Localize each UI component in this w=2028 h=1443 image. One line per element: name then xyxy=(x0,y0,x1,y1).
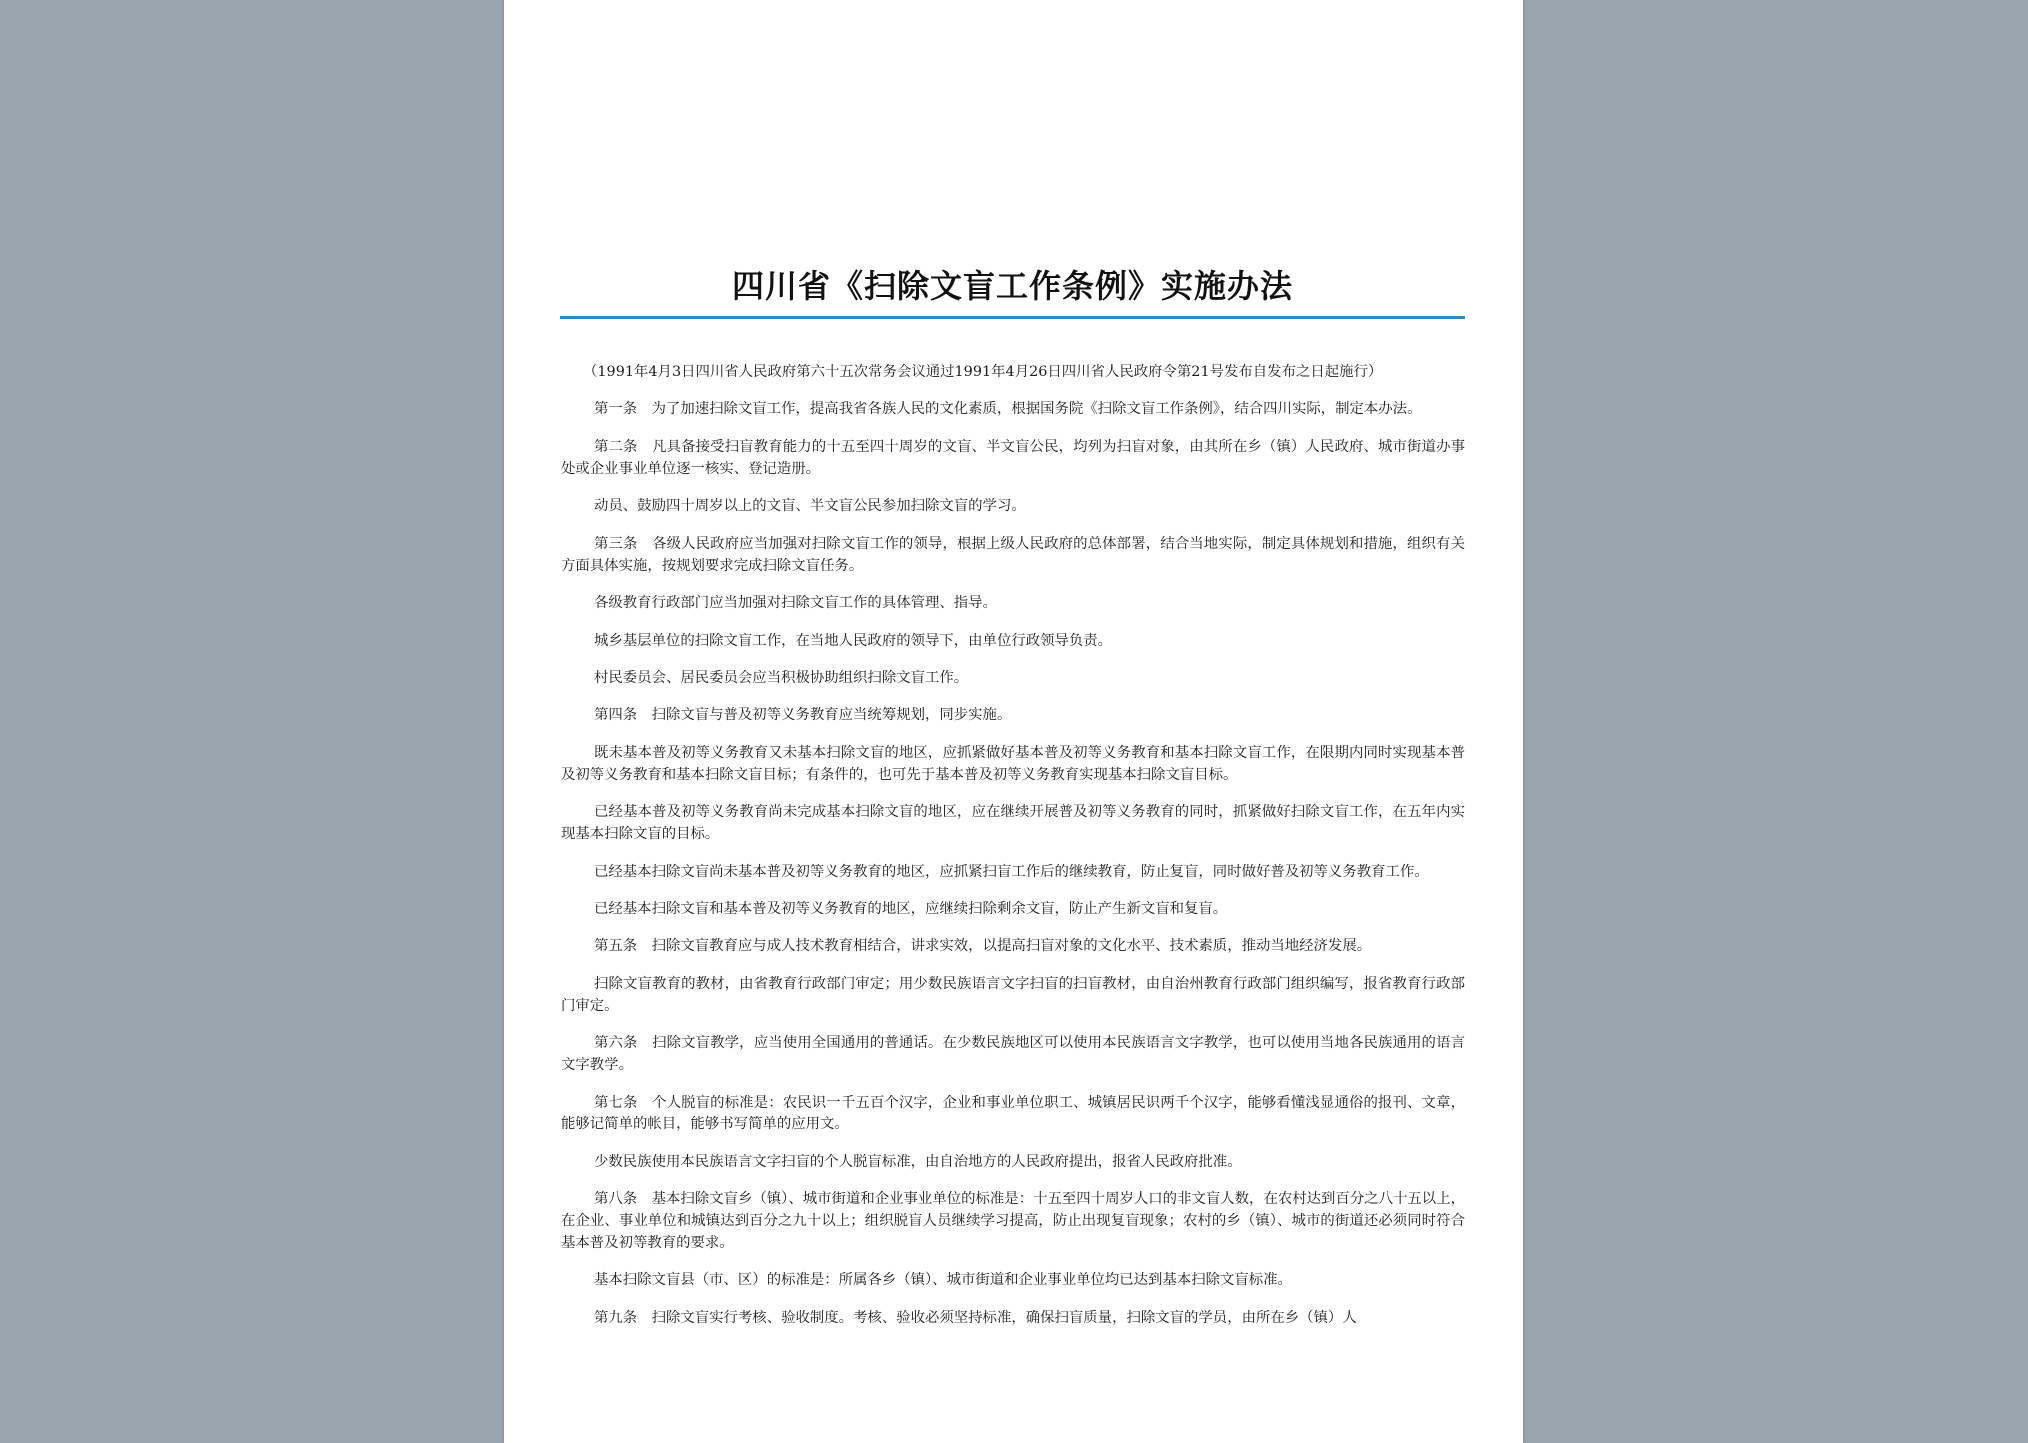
article-6-paragraph: 第六条 扫除文盲教学，应当使用全国通用的普通话。在少数民族地区可以使用本民族语言文字教学，也可以使用当地各民族通用的语言文字教学。 xyxy=(561,1035,1465,1074)
article-4-paragraph: 第四条 扫除文盲与普及初等义务教育应当统筹规划，同步实施。 xyxy=(594,707,1012,724)
title-divider xyxy=(560,316,1465,319)
body-paragraph: 已经基本扫除文盲和基本普及初等义务教育的地区，应继续扫除剩余文盲，防止产生新文盲和复盲。 xyxy=(594,901,1228,917)
article-3-paragraph: 第三条 各级人民政府应当加强对扫除文盲工作的领导，根据上级人民政府的总体部署，结合当地实际，制定具体规划和措施，组织有关方面具体实施，按规划要求完成扫除文盲任务。 xyxy=(561,535,1465,574)
body-paragraph: 各级教育行政部门应当加强对扫除文盲工作的具体管理、指导。 xyxy=(594,595,997,612)
body-paragraph: 城乡基层单位的扫除文盲工作，在当地人民政府的领导下，由单位行政领导负责。 xyxy=(594,632,1113,649)
body-paragraph: 基本扫除文盲县（市、区）的标准是：所属各乡（镇）、城市街道和企业事业单位均已达到基本扫除文盲标准。 xyxy=(594,1272,1292,1289)
document-title: 四川省《扫除文盲工作条例》实施办法 xyxy=(731,267,1293,305)
body-paragraph: 已经基本普及初等义务教育尚未完成基本扫除文盲的地区，应在继续开展普及初等义务教育的同时，抓紧做好扫除文盲工作，在五年内实现基本扫除文盲的目标。 xyxy=(561,804,1465,843)
article-9-paragraph: 第九条 扫除文盲实行考核、验收制度。考核、验收必须坚持标准，确保扫盲质量，扫除文盲的学员，由所在乡（镇）人 xyxy=(594,1309,1357,1326)
document-page xyxy=(504,0,1523,1443)
body-paragraph: 动员、鼓励四十周岁以上的文盲、半文盲公民参加扫除文盲的学习。 xyxy=(594,498,1026,515)
preamble-paragraph: （1991年4月3日四川省人民政府第六十五次常务会议通过1991年4月26日四川省人民政府令第21号发布自发布之日起施行） xyxy=(583,364,1383,380)
body-paragraph: 村民委员会、居民委员会应当积极协助组织扫除文盲工作。 xyxy=(594,669,969,686)
article-5-paragraph: 第五条 扫除文盲教育应与成人技术教育相结合，讲求实效，以提高扫盲对象的文化水平、技术素质，推动当地经济发展。 xyxy=(594,938,1372,955)
body-paragraph: 已经基本扫除文盲尚未基本普及初等义务教育的地区，应抓紧扫盲工作后的继续教育，防止复盲，同时做好普及初等义务教育工作。 xyxy=(594,863,1429,880)
article-8-paragraph: 第八条 基本扫除文盲乡（镇）、城市街道和企业事业单位的标准是：十五至四十周岁人口的非文盲人数，在农村达到百分之八十五以上，在企业、事业单位和城镇达到百分之九十以上；组织脱盲人员继续学习提高，防止出现复盲现象；农村的乡（镇）、城市的街道还必须同时符合基本普及初等教育的要求。 xyxy=(561,1191,1465,1251)
document-body xyxy=(561,362,1465,1345)
article-1-paragraph: 第一条 为了加速扫除文盲工作，提高我省各族人民的文化素质，根据国务院《扫除文盲工作条例》，结合四川实际，制定本办法。 xyxy=(594,401,1422,418)
article-7-paragraph: 第七条 个人脱盲的标准是：农民识一千五百个汉字，企业和事业单位职工、城镇居民识两千个汉字，能够看懂浅显通俗的报刊、文章，能够记简单的帐目，能够书写简单的应用文。 xyxy=(561,1094,1465,1133)
article-2-paragraph: 第二条 凡具备接受扫盲教育能力的十五至四十周岁的文盲、半文盲公民，均列为扫盲对象，由其所在乡（镇）人民政府、城市街道办事处或企业事业单位逐一核实、登记造册。 xyxy=(561,438,1465,477)
body-paragraph: 少数民族使用本民族语言文字扫盲的个人脱盲标准，由自治地方的人民政府提出，报省人民政府批准。 xyxy=(594,1153,1242,1170)
body-paragraph: 扫除文盲教育的教材，由省教育行政部门审定；用少数民族语言文字扫盲的扫盲教材，由自治州教育行政部门组织编写，报省教育行政部门审定。 xyxy=(561,975,1465,1014)
body-paragraph: 既未基本普及初等义务教育又未基本扫除文盲的地区，应抓紧做好基本普及初等义务教育和基本扫除文盲工作，在限期内同时实现基本普及初等义务教育和基本扫除文盲目标；有条件的，也可先于基本普及初等义务教育实现基本扫除文盲目标。 xyxy=(561,744,1465,783)
